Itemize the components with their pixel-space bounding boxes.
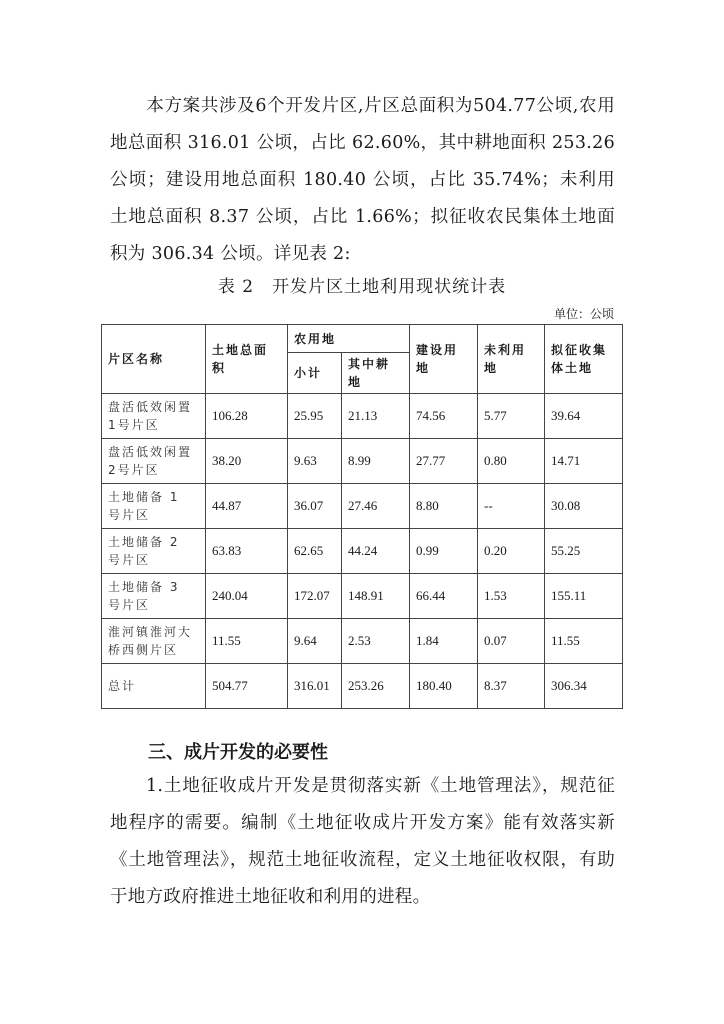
- cell-total: 106.28: [206, 394, 288, 439]
- cell-unused: 0.20: [478, 529, 545, 574]
- cell-cultivated: 8.99: [342, 439, 410, 484]
- header-name: 片区名称: [102, 325, 206, 394]
- cell-total: 44.87: [206, 484, 288, 529]
- cell-construction: 66.44: [410, 574, 478, 619]
- cell-total: 240.04: [206, 574, 288, 619]
- cell-construction: 27.77: [410, 439, 478, 484]
- header-farmland: 农用地: [288, 325, 410, 353]
- cell-subtotal: 9.64: [288, 619, 342, 664]
- header-subtotal: 小计: [288, 353, 342, 394]
- cell-construction: 1.84: [410, 619, 478, 664]
- header-total: 土地总面积: [206, 325, 288, 394]
- cell-construction: 180.40: [410, 664, 478, 709]
- cell-expropriate: 55.25: [545, 529, 623, 574]
- header-cultivated: 其中耕地: [342, 353, 410, 394]
- land-use-table: [101, 324, 623, 709]
- cell-total: 11.55: [206, 619, 288, 664]
- header-construction: 建设用地: [410, 325, 478, 394]
- cell-cultivated: 44.24: [342, 529, 410, 574]
- cell-subtotal: 9.63: [288, 439, 342, 484]
- table-unit: 单位：公顷: [553, 307, 614, 321]
- cell-construction: 74.56: [410, 394, 478, 439]
- cell-name: 总计: [102, 664, 206, 709]
- cell-name: 土地储备 2 号片区: [102, 529, 206, 574]
- cell-unused: --: [478, 484, 545, 529]
- cell-cultivated: 21.13: [342, 394, 410, 439]
- cell-cultivated: 253.26: [342, 664, 410, 709]
- table-row: [102, 394, 623, 439]
- cell-expropriate: 39.64: [545, 394, 623, 439]
- intro-paragraph: 本方案共涉及6个开发片区,片区总面积为504.77公顷,农用地总面积 316.01 公顷，占比 62.60%，其中耕地面积 253.26 公顷；建设用地总面积 180.40 公顷，占比 35.74%；未利用土地总面积 8.37 公顷，占比 1.66%；拟征收农民集体土地面积为 306.34 公顷。详见表 2:: [110, 96, 615, 264]
- cell-unused: 0.07: [478, 619, 545, 664]
- section-paragraph: 1.土地征收成片开发是贯彻落实新《土地管理法》，规范征地程序的需要。编制《土地征收成片开发方案》能有效落实新《土地管理法》，规范土地征收流程，定义土地征收权限，有助于地方政府推进土地征收和利用的进程。: [110, 776, 615, 907]
- header-unused: 未利用地: [478, 325, 545, 394]
- cell-name: 盘活低效闲置1号片区: [102, 394, 206, 439]
- table-row: [102, 574, 623, 619]
- cell-expropriate: 155.11: [545, 574, 623, 619]
- table-row: [102, 619, 623, 664]
- cell-total: 63.83: [206, 529, 288, 574]
- cell-total: 504.77: [206, 664, 288, 709]
- cell-name: 淮河镇淮河大桥西侧片区: [102, 619, 206, 664]
- table-title: 表 2 开发片区土地利用现状统计表: [217, 277, 507, 297]
- cell-subtotal: 25.95: [288, 394, 342, 439]
- cell-cultivated: 27.46: [342, 484, 410, 529]
- cell-expropriate: 14.71: [545, 439, 623, 484]
- table-row: [102, 484, 623, 529]
- cell-construction: 0.99: [410, 529, 478, 574]
- cell-cultivated: 148.91: [342, 574, 410, 619]
- cell-subtotal: 62.65: [288, 529, 342, 574]
- cell-unused: 8.37: [478, 664, 545, 709]
- cell-expropriate: 11.55: [545, 619, 623, 664]
- cell-subtotal: 316.01: [288, 664, 342, 709]
- cell-unused: 1.53: [478, 574, 545, 619]
- table-total-row: [102, 664, 623, 709]
- cell-name: 土地储备 1 号片区: [102, 484, 206, 529]
- table-row: [102, 439, 623, 484]
- cell-total: 38.20: [206, 439, 288, 484]
- cell-construction: 8.80: [410, 484, 478, 529]
- header-expropriate: 拟征收集体土地: [545, 325, 623, 394]
- cell-expropriate: 306.34: [545, 664, 623, 709]
- cell-unused: 0.80: [478, 439, 545, 484]
- cell-name: 盘活低效闲置2号片区: [102, 439, 206, 484]
- cell-cultivated: 2.53: [342, 619, 410, 664]
- cell-name: 土地储备 3 号片区: [102, 574, 206, 619]
- cell-unused: 5.77: [478, 394, 545, 439]
- table-header-row: [102, 325, 623, 353]
- section-heading: 三、成片开发的必要性: [148, 742, 328, 763]
- cell-subtotal: 172.07: [288, 574, 342, 619]
- cell-expropriate: 30.08: [545, 484, 623, 529]
- table-row: [102, 529, 623, 574]
- cell-subtotal: 36.07: [288, 484, 342, 529]
